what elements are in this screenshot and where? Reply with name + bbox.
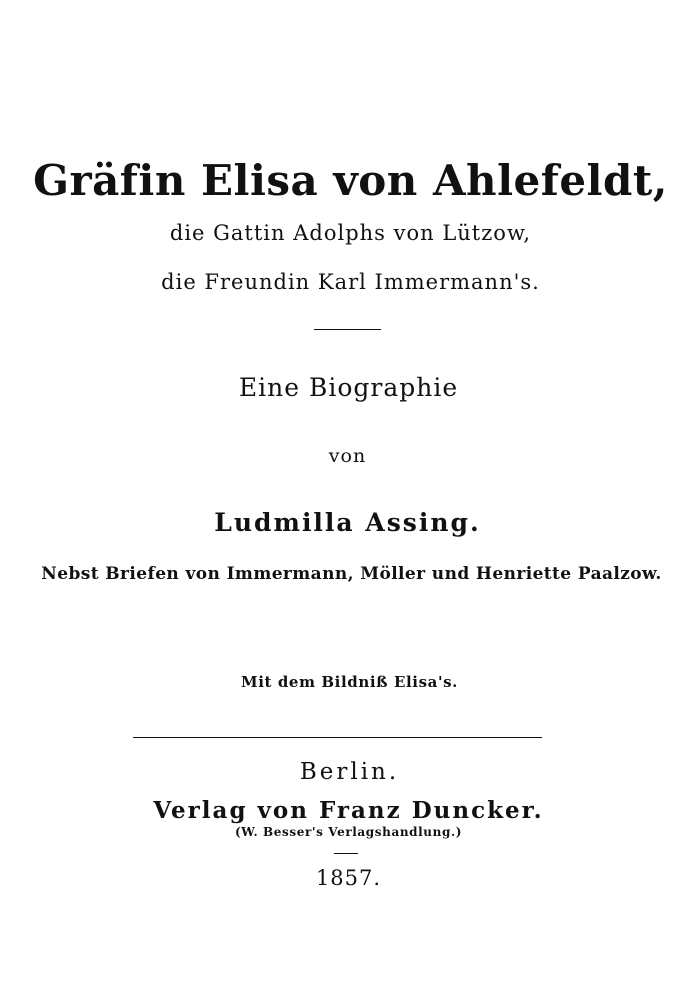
publisher-name: Verlag von Franz Duncker. — [153, 797, 544, 824]
short-divider-rule — [314, 329, 381, 330]
subtitle-spouse-line: die Gattin Adolphs von Lützow, — [169, 221, 532, 245]
supplementary-letters-note: Nebst Briefen von Immermann, Möller und Henriette Paalzow. — [41, 564, 662, 584]
book-title: Gräfin Elisa von Ahlefeldt, — [33, 156, 668, 206]
author-name: Ludmilla Assing. — [214, 508, 481, 537]
biography-label: Eine Biographie — [238, 373, 459, 402]
subtitle-friend-line: die Freundin Karl Immermann's. — [161, 270, 540, 294]
publisher-note: (W. Besser's Verlagshandlung.) — [234, 825, 462, 839]
portrait-note: Mit dem Bildniß Elisa's. — [240, 673, 459, 691]
by-label: von — [328, 445, 367, 467]
publication-place: Berlin. — [299, 759, 400, 785]
small-divider-rule — [334, 853, 358, 854]
long-divider-rule — [133, 737, 542, 738]
publication-year: 1857. — [315, 866, 382, 890]
